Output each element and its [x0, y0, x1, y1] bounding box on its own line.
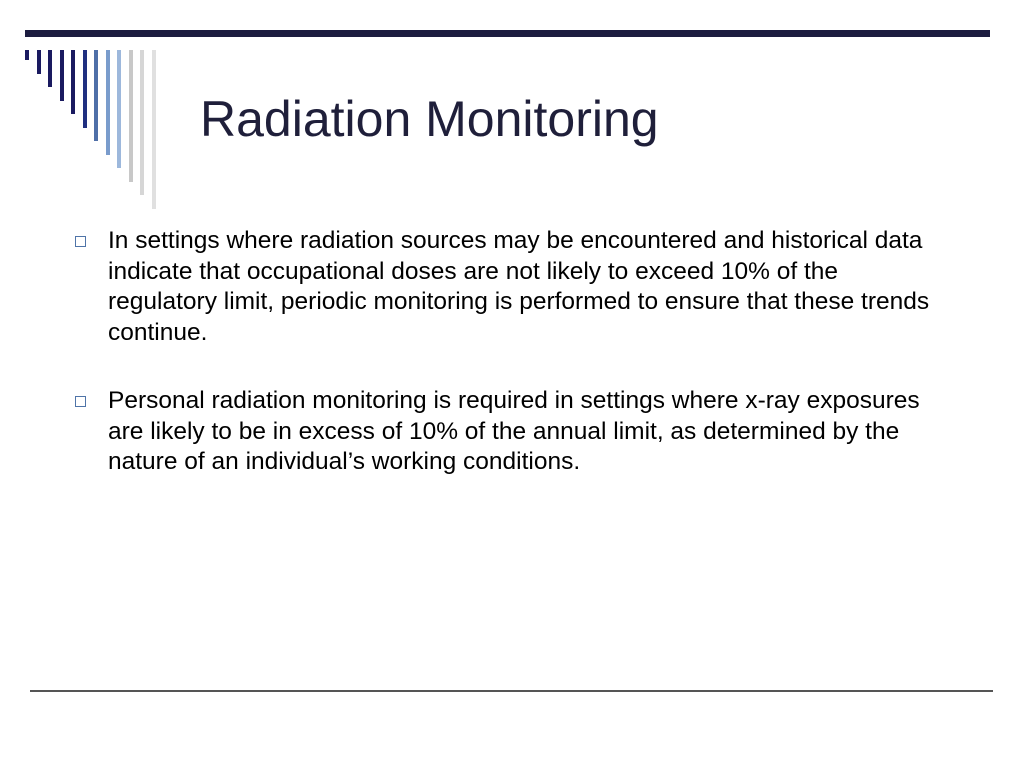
decorative-stripe [25, 50, 29, 60]
decorative-stripe [71, 50, 75, 114]
square-bullet-icon [75, 236, 86, 247]
decorative-stripe [106, 50, 110, 155]
bullet-item [72, 226, 952, 348]
bullet-item [72, 386, 952, 478]
top-accent-bar [25, 30, 990, 37]
slide-content [72, 226, 952, 516]
decorative-stripe [37, 50, 41, 74]
decorative-stripe [94, 50, 98, 141]
decorative-stripe [117, 50, 121, 168]
decorative-stripe [83, 50, 87, 128]
slide-title: Radiation Monitoring [200, 91, 659, 147]
bottom-divider [30, 690, 993, 692]
bullet-text: In settings where radiation sources may be encountered and historical data indicate that occupational doses are not likely to exceed 10% of the regulatory limit, periodic monitoring is performed to ensure that these trends continue. [108, 227, 930, 346]
decorative-stripe [48, 50, 52, 87]
decorative-stripe [140, 50, 144, 195]
square-bullet-icon [75, 396, 86, 407]
decorative-stripe [129, 50, 133, 182]
decorative-stripe [60, 50, 64, 101]
decorative-stripe [152, 50, 156, 209]
decorative-stripes [25, 50, 175, 210]
bullet-text: Personal radiation monitoring is required in settings where x-ray exposures are likely to be in excess of 10% of the annual limit, as determined by the nature of an individual’s working conditions. [108, 387, 920, 475]
